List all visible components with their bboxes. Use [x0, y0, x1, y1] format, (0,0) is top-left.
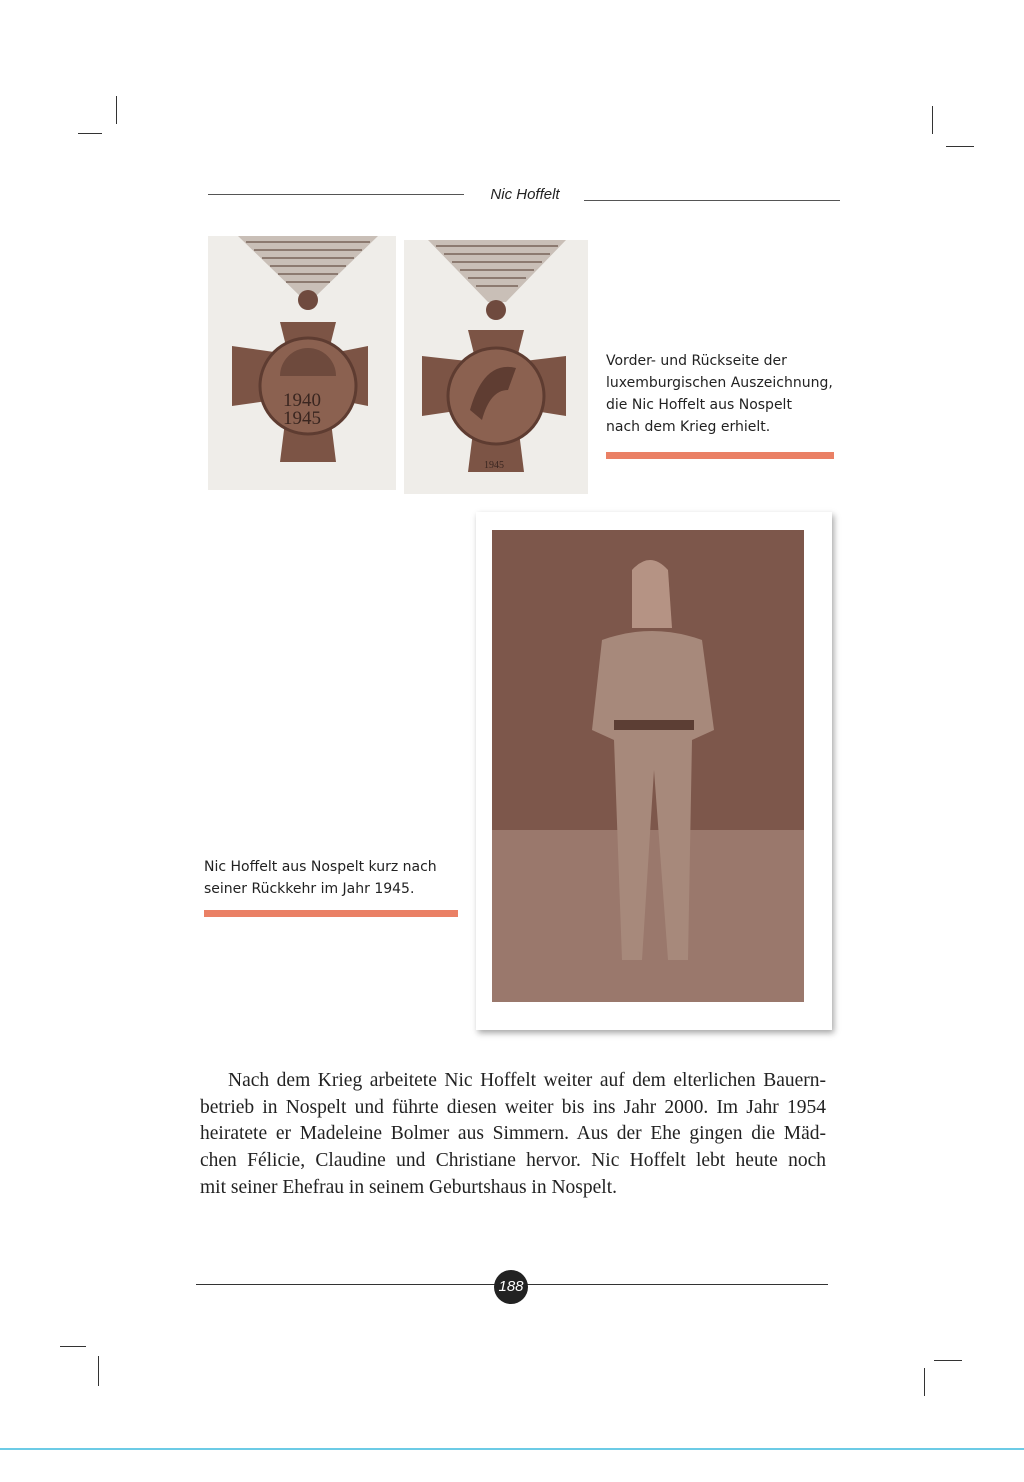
body-line: Nach dem Krieg arbeitete Nic Hoffelt weiter auf dem elterlichen Bauern-: [228, 1070, 826, 1091]
scan-edge-line: [0, 1448, 1024, 1450]
crop-mark: [98, 1356, 99, 1386]
portrait-photo-frame: [476, 512, 832, 1030]
caption-line: luxemburgischen Auszeichnung,: [606, 375, 833, 391]
portrait-photo: [492, 530, 804, 1002]
caption-line: Vorder- und Rückseite der: [606, 353, 787, 369]
medal-caption: [606, 350, 838, 438]
medal-back-image: [404, 240, 588, 494]
crop-mark: [934, 1360, 962, 1361]
header-rule-left: [208, 194, 464, 195]
body-line: chen Félicie, Claudine und Christiane hervor. Nic Hoffelt lebt heute noch: [200, 1150, 826, 1172]
crop-mark: [60, 1346, 86, 1347]
medal-front-image: [208, 236, 396, 490]
crop-mark: [946, 146, 974, 147]
medal-front-year-top: 1940: [283, 390, 321, 411]
medal-front-year-bottom: 1945: [283, 408, 321, 429]
page-number: 188: [494, 1270, 528, 1304]
caption-line: die Nic Hoffelt aus Nospelt: [606, 397, 792, 413]
caption-line: nach dem Krieg erhielt.: [606, 419, 771, 435]
header-rule-right: [584, 200, 840, 201]
crop-mark: [932, 106, 933, 134]
photo-caption-accent-bar: [204, 910, 458, 917]
caption-line: Nic Hoffelt aus Nospelt kurz nach: [204, 859, 437, 875]
medal-caption-accent-bar: [606, 452, 834, 459]
crop-mark: [924, 1368, 925, 1396]
photo-caption: [204, 856, 466, 900]
medal-back-year: 1945: [484, 460, 504, 471]
crop-mark: [78, 133, 102, 134]
caption-line: seiner Rückkehr im Jahr 1945.: [204, 881, 415, 897]
body-line: heiratete er Madeleine Bolmer aus Simmern. Aus der Ehe gingen die Mäd-: [200, 1123, 826, 1145]
body-paragraph: [200, 1068, 826, 1202]
body-line: betrieb in Nospelt und führte diesen weiter bis ins Jahr 2000. Im Jahr 1954: [200, 1096, 826, 1118]
running-header-title: Nic Hoffelt: [490, 186, 560, 203]
crop-mark: [116, 96, 117, 124]
body-line: mit seiner Ehefrau in seinem Geburtshaus in Nospelt.: [200, 1176, 617, 1198]
